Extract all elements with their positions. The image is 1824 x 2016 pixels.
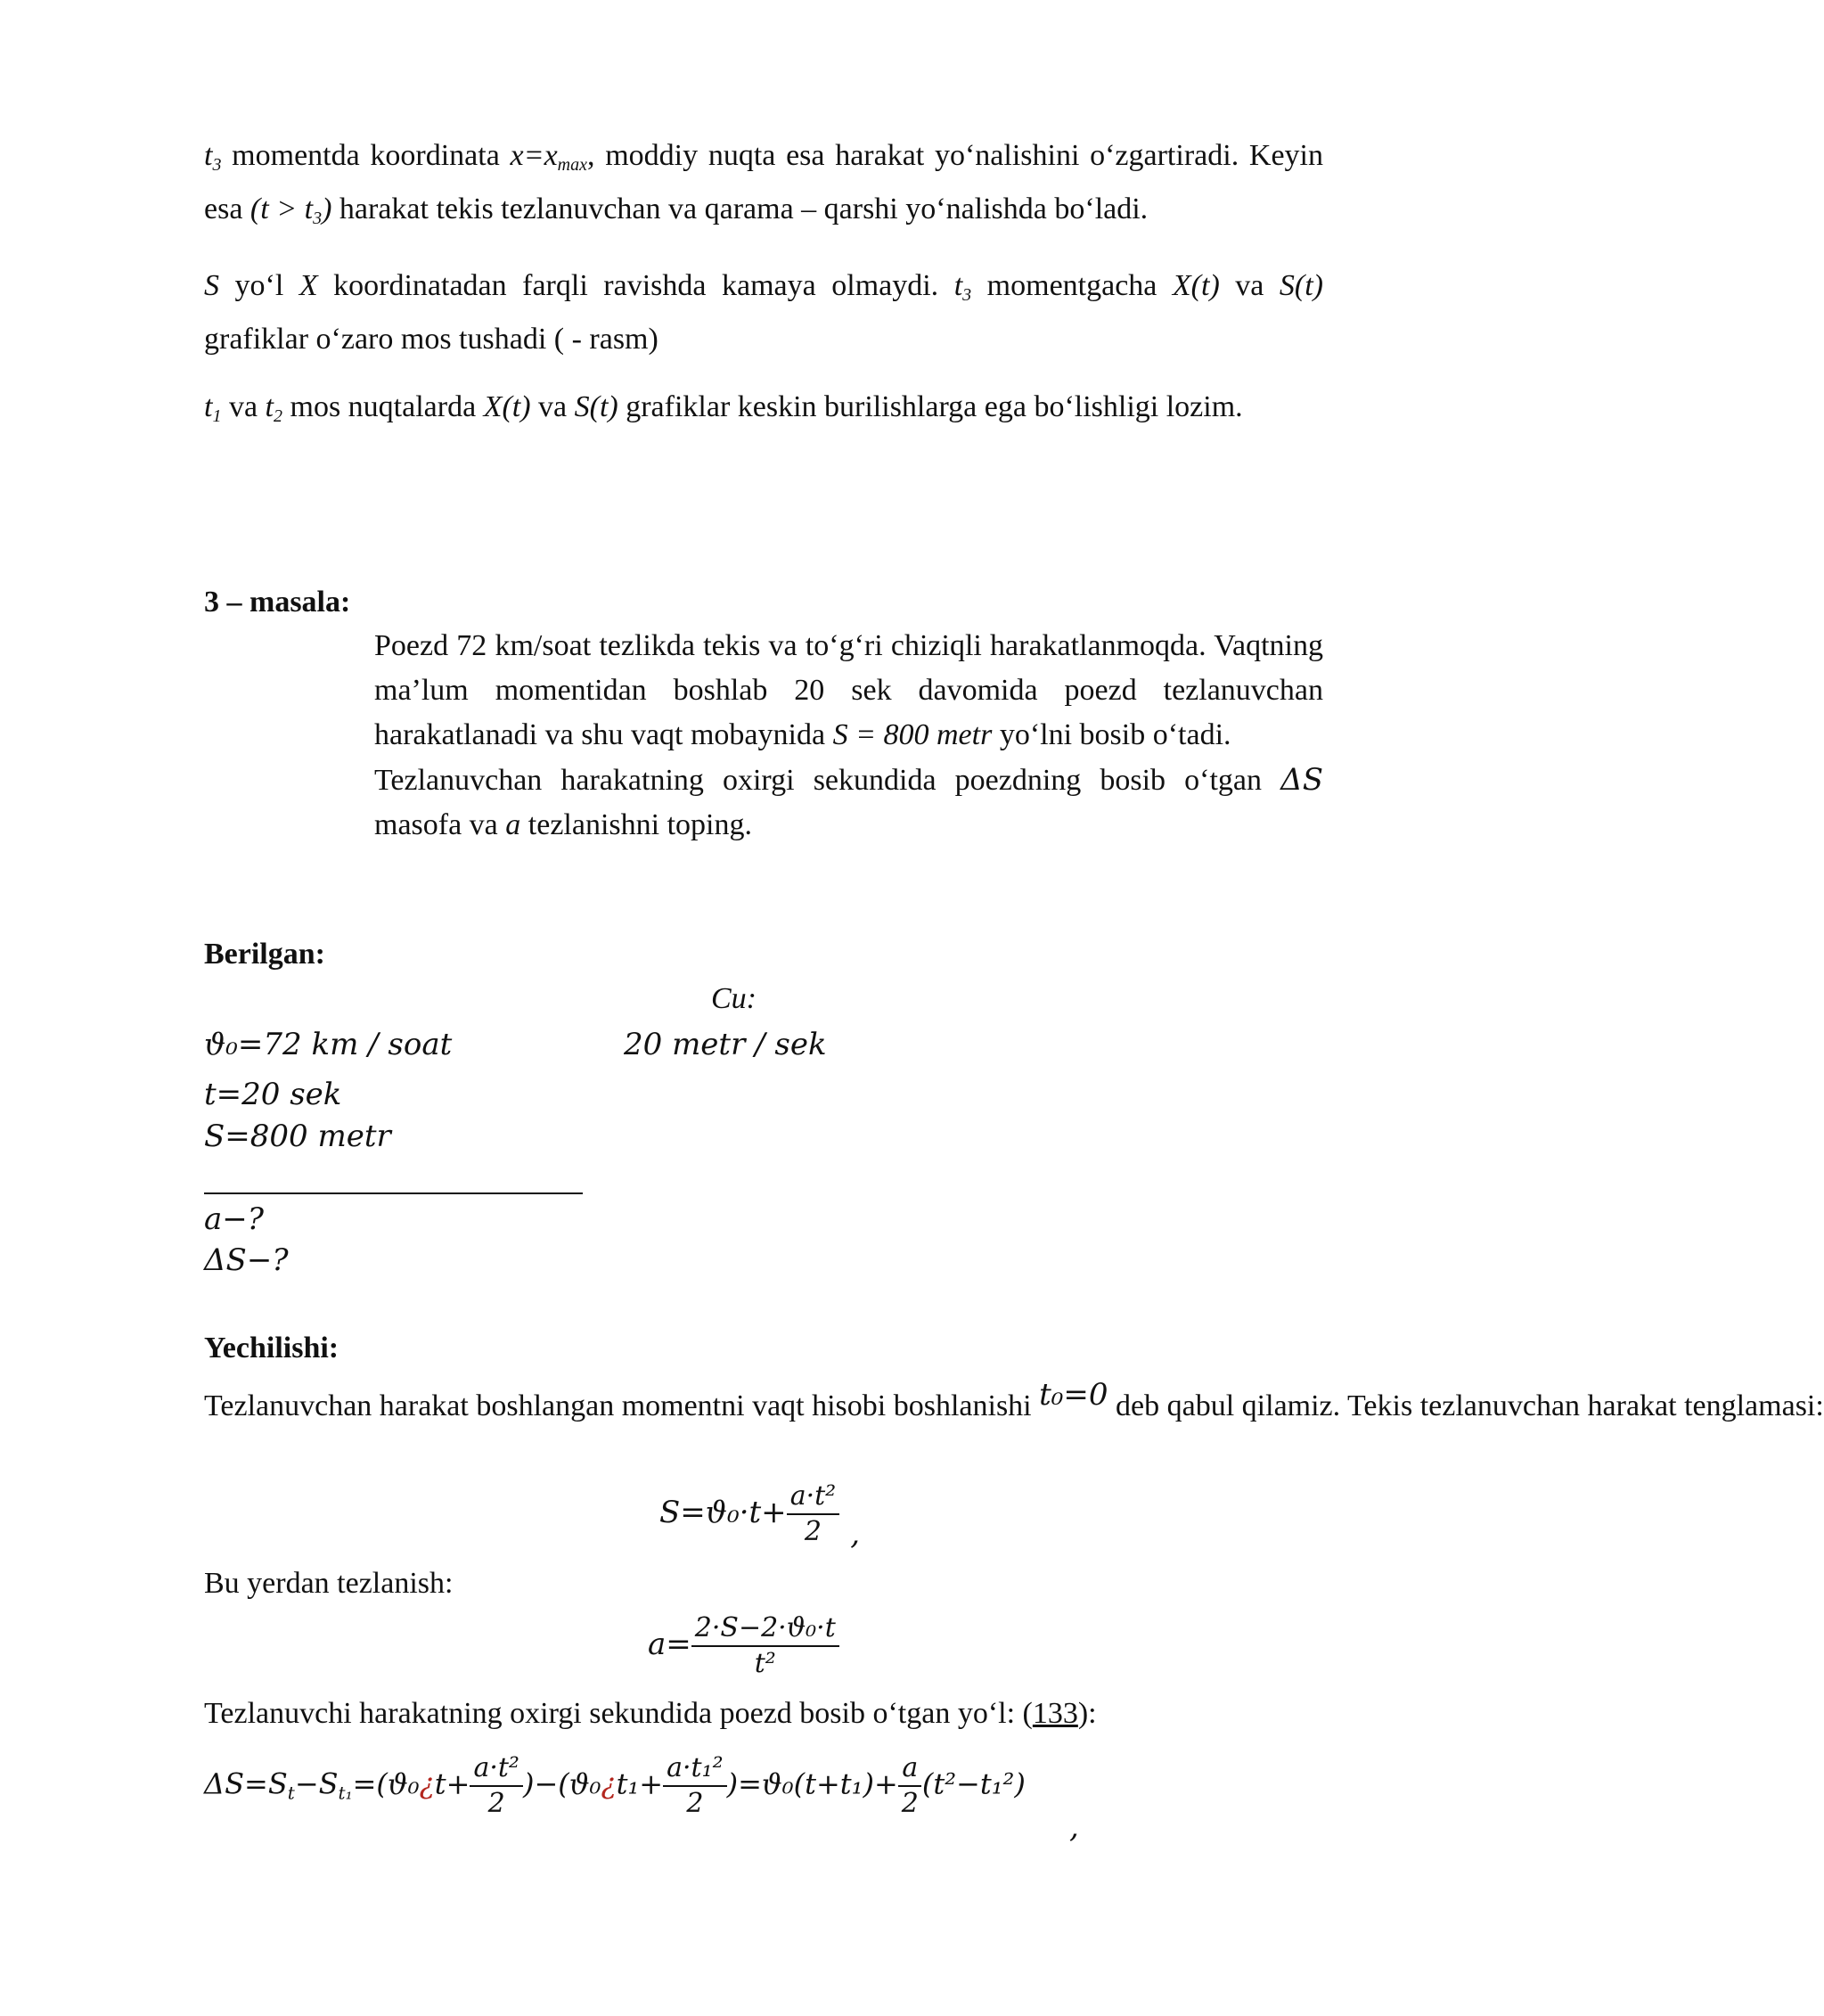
paragraph-2 bbox=[204, 264, 1323, 362]
Xt-symbol-2: X(t) bbox=[483, 390, 531, 423]
para3-text-b: grafiklar keskin burilishlarga ega bo‘lishligi lozim. bbox=[618, 390, 1243, 423]
cu-value: 20 metr / sek bbox=[624, 1027, 827, 1062]
solution-intro bbox=[204, 1377, 1824, 1429]
t0-equals: t₀=0 bbox=[1039, 1377, 1108, 1413]
eq1-fraction bbox=[787, 1479, 840, 1549]
para2-text-b: koordinatadan farqli ravishda kamaya olmaydi. bbox=[317, 269, 954, 302]
St-symbol: S(t) bbox=[1279, 269, 1323, 302]
t3-symbol-2: t bbox=[953, 269, 963, 302]
para2-text-c: momentgacha bbox=[971, 269, 1173, 302]
eq3-part-f: t₁+ bbox=[616, 1766, 664, 1801]
para2-text-d: grafiklar o‘zaro mos tushadi ( - rasm) bbox=[204, 323, 658, 356]
eq3-sub-t1: t₁ bbox=[338, 1782, 353, 1804]
solution-text-d-end: ): bbox=[1077, 1697, 1097, 1730]
t1-symbol: t bbox=[204, 390, 213, 423]
paragraph-3 bbox=[204, 385, 1323, 438]
problem-paragraph-2 bbox=[374, 758, 1323, 848]
solution-text-b: deb qabul qilamiz. Tekis tezlanuvchan harakat tenglamasi: bbox=[1108, 1389, 1824, 1422]
t2-subscript: 2 bbox=[274, 406, 282, 426]
eq3-part-b: −S bbox=[294, 1766, 339, 1801]
equation-1 bbox=[659, 1479, 861, 1552]
find-a: a−? bbox=[204, 1201, 264, 1237]
eq3-sub-t: t bbox=[287, 1782, 295, 1804]
St-symbol-2: S(t) bbox=[574, 390, 618, 423]
solution-text-a: Tezlanuvchan harakat boshlangan momentni vaqt hisobi boshlanishi bbox=[204, 1389, 1040, 1422]
problem-text-d: masofa va bbox=[374, 808, 506, 841]
cu-label: Cu: bbox=[711, 982, 757, 1015]
t1-subscript: 1 bbox=[212, 406, 222, 426]
eq3-f3-numerator: a bbox=[898, 1751, 921, 1787]
eq1-comma: , bbox=[850, 1516, 861, 1552]
solution-text-d: Tezlanuvchi harakatning oxirgi sekundida poezd bosib o‘tgan yo‘l: ( bbox=[204, 1697, 1033, 1730]
find-dS: ΔS−? bbox=[204, 1242, 289, 1278]
equation-3 bbox=[204, 1751, 1026, 1821]
problem-text-b: yo‘lni bosib o‘tadi. bbox=[992, 718, 1231, 751]
eq2-left: a= bbox=[648, 1627, 691, 1662]
max-subscript: max bbox=[557, 155, 587, 175]
eq2-denominator: t² bbox=[754, 1648, 776, 1679]
para1-text-a: momentda koordinata bbox=[221, 139, 511, 172]
condition-subscript: 3 bbox=[313, 209, 323, 228]
eq2-fraction bbox=[691, 1611, 839, 1681]
X-symbol: X bbox=[299, 269, 318, 302]
Xt-symbol: X(t) bbox=[1172, 269, 1220, 302]
problem-a: a bbox=[505, 808, 521, 841]
eq3-f3-denominator: 2 bbox=[901, 1788, 919, 1819]
equation-2 bbox=[648, 1611, 839, 1681]
problem-text-c: Tezlanuvchan harakatning oxirgi sekundida poezdning bosib o‘tgan bbox=[374, 764, 1281, 797]
given-v0: ϑ₀=72 km / soat bbox=[204, 1027, 453, 1062]
t2-symbol: t bbox=[265, 390, 274, 423]
given-t: t=20 sek bbox=[204, 1077, 342, 1112]
problem-paragraph-1 bbox=[374, 624, 1323, 758]
condition: (t > t bbox=[249, 193, 314, 225]
problem-S-value: S = 800 metr bbox=[832, 718, 993, 751]
eq3-fraction-2 bbox=[663, 1751, 727, 1821]
equation-reference-link[interactable]: 133 bbox=[1032, 1697, 1078, 1730]
eq3-part-g: )=ϑ₀(t+t₁)+ bbox=[726, 1766, 898, 1801]
S-symbol: S bbox=[204, 269, 219, 302]
eq3-comma: , bbox=[1069, 1809, 1079, 1845]
eq2-numerator: 2·S−2·ϑ₀·t bbox=[691, 1611, 839, 1647]
problem-title: 3 – masala: bbox=[204, 586, 351, 619]
eq3-glyph-1: ¿ bbox=[419, 1766, 435, 1801]
t3-symbol: t bbox=[204, 139, 213, 172]
eq3-fraction-3 bbox=[898, 1751, 922, 1821]
t3-subscript-2: 3 bbox=[962, 285, 972, 305]
solution-label: Yechilishi: bbox=[204, 1332, 339, 1364]
para1-text-b: , moddiy nuqta esa harakat yo‘nalishini o‘zgartiradi. Keyin esa bbox=[204, 139, 1323, 225]
problem-text-a: Poezd 72 km/soat tezlikda tekis va to‘g‘ri chiziqli harakatlanmoqda. Vaqtning ma’lum momentidan boshlab 20 sek davomida poezd tezlanuvchan harakatlanadi va shu vaqt mobaynida bbox=[374, 629, 1323, 751]
solution-text-c: Bu yerdan tezlanish: bbox=[204, 1567, 454, 1600]
eq3-f2-numerator: a·t₁² bbox=[663, 1751, 727, 1787]
para3-va-1: va bbox=[221, 390, 266, 423]
solution-text-d-line bbox=[204, 1697, 1097, 1731]
eq3-glyph-2: ¿ bbox=[601, 1766, 617, 1801]
given-label: Berilgan: bbox=[204, 938, 325, 971]
eq3-part-a: ΔS=S bbox=[204, 1766, 288, 1801]
eq3-fraction-1 bbox=[470, 1751, 523, 1821]
condition-end: ) bbox=[322, 193, 332, 225]
eq3-part-d: t+ bbox=[434, 1766, 470, 1801]
given-S: S=800 metr bbox=[204, 1119, 391, 1154]
eq3-part-e: )−(ϑ₀ bbox=[522, 1766, 601, 1801]
eq3-f1-denominator: 2 bbox=[487, 1788, 505, 1819]
t3-subscript: 3 bbox=[212, 155, 222, 175]
eq3-part-h: (t²−t₁²) bbox=[921, 1766, 1026, 1801]
problem-statement bbox=[374, 624, 1323, 848]
para2-text-a: yo‘l bbox=[219, 269, 299, 302]
problem-text-e: tezlanishni toping. bbox=[520, 808, 752, 841]
problem-dS: ΔS bbox=[1280, 762, 1323, 798]
paragraph-1 bbox=[204, 134, 1323, 241]
para3-va-2: va bbox=[530, 390, 575, 423]
eq1-denominator: 2 bbox=[804, 1516, 822, 1547]
eq1-left: S=ϑ₀·t+ bbox=[659, 1495, 787, 1530]
eq1-numerator: a·t² bbox=[787, 1479, 840, 1515]
given-divider bbox=[204, 1192, 583, 1194]
para3-text-a: mos nuqtalarda bbox=[282, 390, 484, 423]
eq3-part-c: =(ϑ₀ bbox=[352, 1766, 420, 1801]
body-text bbox=[204, 134, 1323, 462]
eq3-f2-denominator: 2 bbox=[686, 1788, 704, 1819]
para1-text-c: harakat tekis tezlanuvchan va qarama – qarshi yo‘nalishda bo‘ladi. bbox=[331, 193, 1149, 225]
para2-va: va bbox=[1219, 269, 1280, 302]
eq3-f1-numerator: a·t² bbox=[470, 1751, 523, 1787]
x-equals: x=x bbox=[510, 139, 558, 172]
